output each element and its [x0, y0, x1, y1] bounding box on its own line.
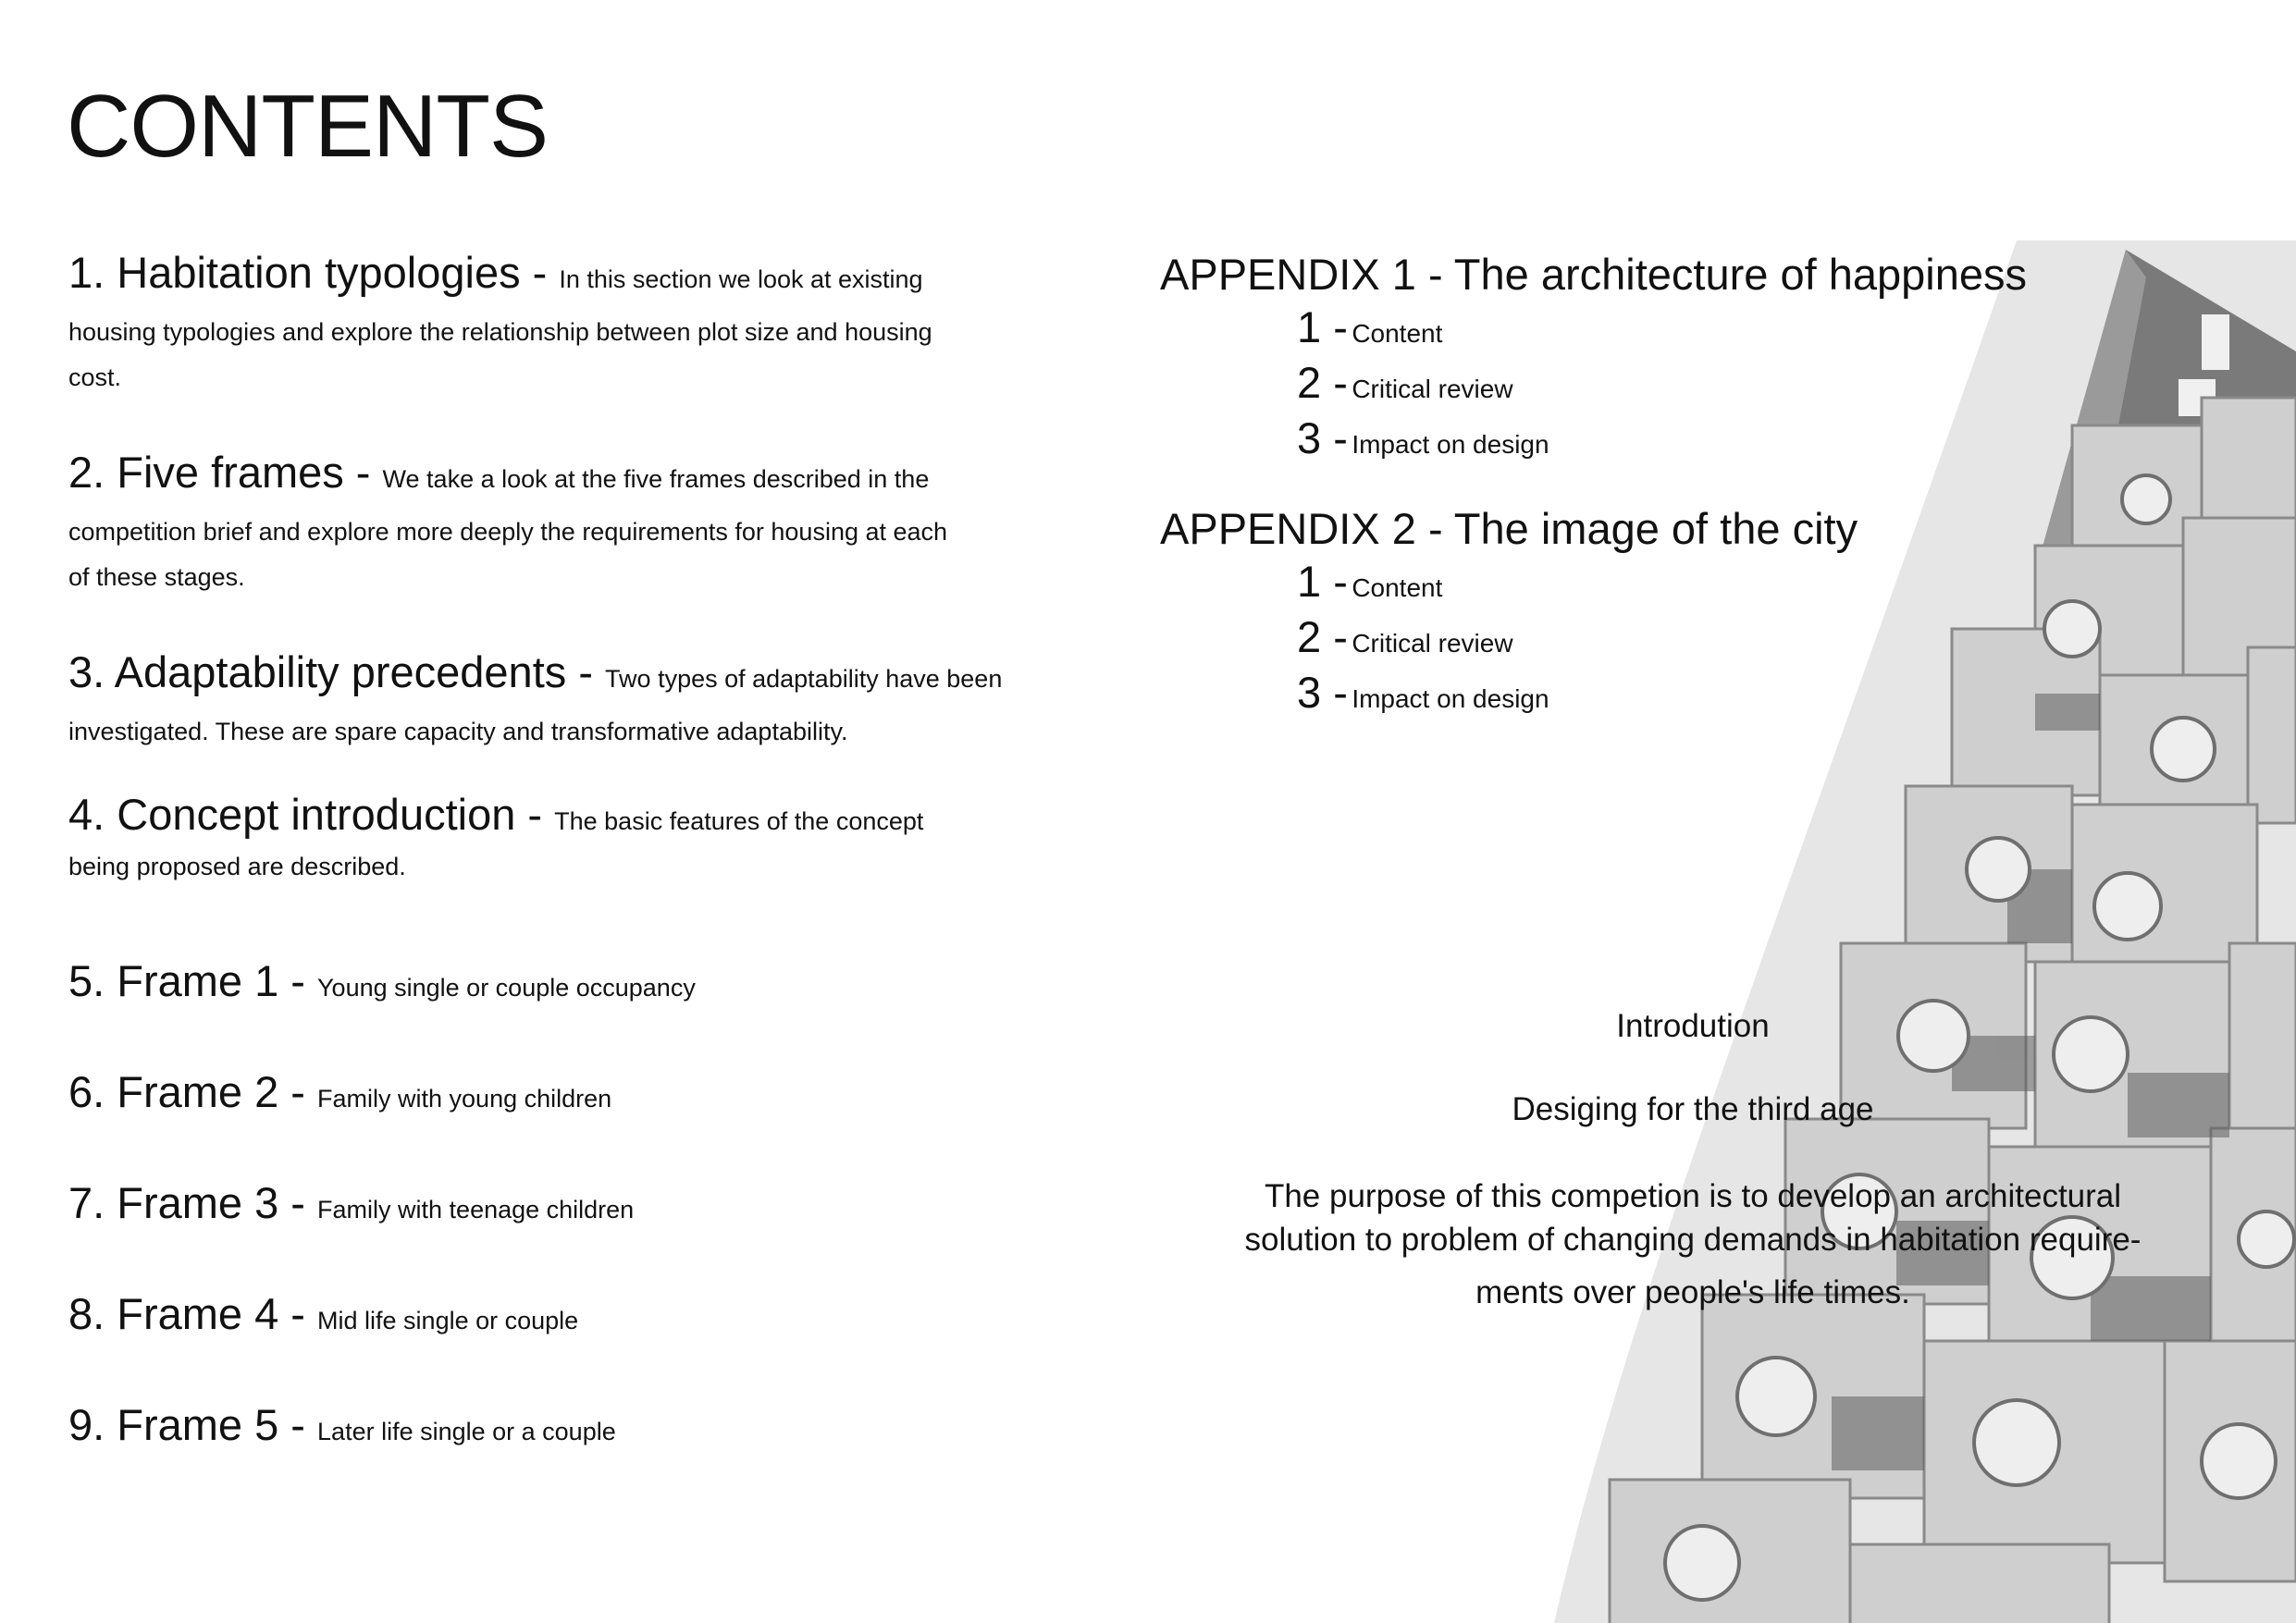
appendix-subitem[interactable]: 2 - Critical review — [1297, 612, 1513, 661]
toc-description: Mid life single or couple — [317, 1307, 579, 1334]
toc-separator: - — [343, 448, 383, 497]
toc-title: 1. Habitation typologies — [68, 248, 521, 297]
appendix-subitem[interactable]: 2 - Critical review — [1297, 358, 1513, 407]
appendix-subitem[interactable]: 3 - Impact on design — [1297, 413, 1549, 462]
appendix-heading: APPENDIX 2 - The image of the city — [1160, 504, 1858, 553]
toc-item[interactable] — [68, 449, 1012, 605]
toc-description: Later life single or a couple — [317, 1418, 616, 1445]
toc-separator: - — [278, 956, 318, 1005]
toc-title: 9. Frame 5 — [68, 1400, 279, 1449]
introduction-block — [1156, 1008, 2229, 1321]
toc-separator: - — [278, 1400, 318, 1449]
toc-description-wrap: being proposed are described. — [68, 853, 406, 880]
toc-separator: - — [520, 248, 560, 297]
toc-title: 7. Frame 3 — [68, 1178, 279, 1227]
toc-description: Family with young children — [317, 1085, 612, 1113]
toc-description: In this section we look at existing housing typologies and explore the relationship between plot size and housing — [68, 265, 932, 346]
toc-separator: - — [278, 1178, 318, 1227]
appendix-2[interactable] — [1160, 504, 2067, 720]
toc-description: The basic features of the concept — [554, 807, 924, 835]
toc-item[interactable] — [68, 250, 1012, 405]
appendix-subitem[interactable]: 3 - Impact on design — [1297, 668, 1549, 717]
appendix-1[interactable] — [1160, 250, 2067, 466]
toc-description: We take a look at the five frames described in the competition brief and explore more deeply the requirements for housing at each — [68, 465, 948, 546]
toc-item[interactable] — [68, 1069, 1012, 1122]
toc-separator: - — [278, 1067, 318, 1116]
intro-paragraph-line: solution to problem of changing demands in habitation require- — [1244, 1222, 2142, 1258]
toc-title: 6. Frame 2 — [68, 1067, 279, 1116]
toc-description-wrap: cost. — [68, 363, 122, 391]
toc-separator: - — [278, 1289, 318, 1338]
appendix-heading: APPENDIX 1 - The architecture of happiness — [1160, 250, 2027, 299]
toc-title: 3. Adaptability precedents — [68, 647, 567, 696]
toc-item[interactable] — [68, 1291, 1012, 1344]
toc-title: 8. Frame 4 — [68, 1289, 279, 1338]
toc-separator: - — [566, 647, 606, 696]
toc-item[interactable] — [68, 649, 1012, 755]
toc-item[interactable] — [68, 958, 1012, 1011]
intro-paragraph-line: ments over people's life times. — [1475, 1274, 1910, 1310]
toc-description-wrap: of these stages. — [68, 563, 245, 591]
toc-separator: - — [515, 790, 555, 839]
appendix-subitem[interactable]: 1 - Content — [1297, 302, 1443, 351]
toc-title: 5. Frame 1 — [68, 956, 279, 1005]
toc-description: Two types of adaptability have been investigated. These are spare capacity and transformative adaptability. — [68, 665, 1003, 745]
toc-item[interactable] — [68, 792, 1012, 894]
intro-paragraph-line: The purpose of this competion is to develop an architectural — [1264, 1178, 2122, 1214]
toc-description: Young single or couple occupancy — [317, 974, 696, 1002]
toc-item[interactable] — [68, 1402, 1012, 1455]
toc-description: Family with teenage children — [317, 1196, 635, 1223]
appendix-subitem[interactable]: 1 - Content — [1297, 557, 1443, 606]
toc-title: 2. Five frames — [68, 448, 344, 497]
intro-heading: Introdution — [1616, 1008, 1770, 1044]
intro-subheading: Desiging for the third age — [1512, 1091, 1874, 1127]
page-title: CONTENTS — [67, 77, 548, 176]
toc-item[interactable] — [68, 1180, 1012, 1233]
toc-title: 4. Concept introduction — [68, 790, 516, 839]
